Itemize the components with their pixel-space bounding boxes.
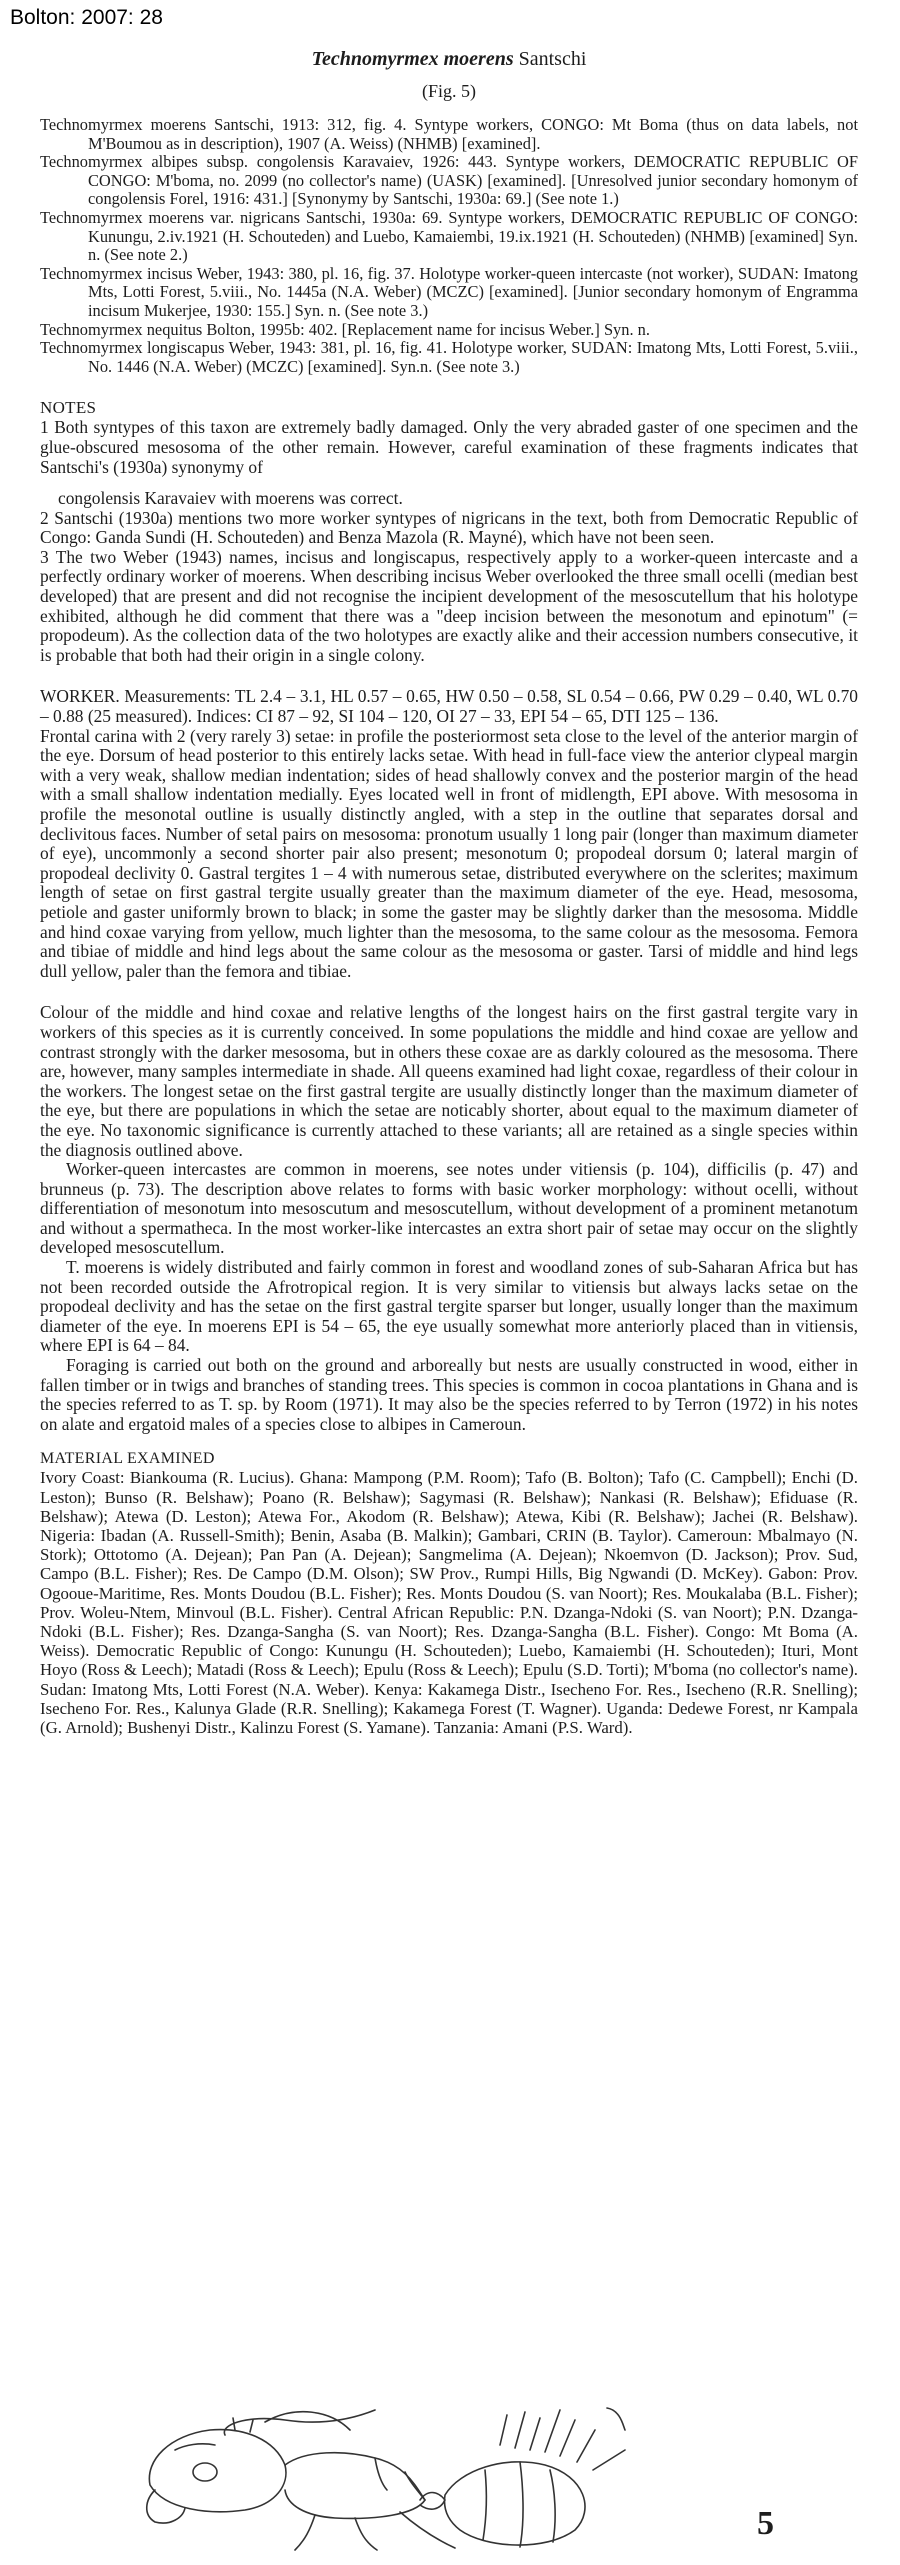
- page-number: 5: [757, 2505, 774, 2542]
- worker-description: Frontal carina with 2 (very rarely 3) setae: in profile the posteriormost seta close to the level of the anterior margin of the eye. Dorsum of head posterior to this entirely lacks setae. With head in full-face view the anterior clypeal margin with a very weak, shallow median indentation; sides of head shallowly convex and the posterior margin of the head with a small shallow indentation medially. Eyes located well in front of midlength, EPI above. With mesosoma in profile the mesonotal outline is usually distinctly angled, with a step in the outline that separates dorsal and declivitous faces. Number of setal pairs on mesosoma: pronotum usually 1 long pair (longer than maximum diameter of eye), uncommonly a second shorter pair also present; mesonotum 0; propodeal dorsum 0; lateral margin of propodeal declivity 0. Gastral tergites 1 – 4 with numerous setae, distributed everywhere on the sclerites; maximum length of setae on first gastral tergite usually greater than the maximum diameter of the eye. Head, mesosoma, petiole and gaster uniformly brown to black; in some the gaster may be slightly darker than the mesosoma. Middle and hind coxae varying from yellow, much lighter than the mesosoma, to the same colour as the mesosoma. Femora and tibiae of middle and hind legs about the same colour as the mesosoma or gaster. Tarsi of middle and hind legs dull yellow, paler than the femora and tibiae.: [40, 725, 858, 981]
- discussion-paragraph: Colour of the middle and hind coxae and relative lengths of the longest hairs on the first gastral tergite vary in workers of this species as it is currently conceived. In some populations the middle and hind coxae are yellow and contrast strongly with the darker mesosoma, but in others these coxae are as darkly coloured as the mesosoma. There are, however, many samples intermediate in shade. All queens examined had light coxae, regardless of their colour in the workers. The longest setae on the first gastral tergite are usually distinctly longer than the maximum diameter of the eye, but there are populations in which the setae are noticably shorter, about equal to the maximum diameter of the eye. No taxonomic significance is currently attached to these variants; all are retained as a single species within the diagnosis outlined above.: [40, 1002, 858, 1160]
- material-heading: MATERIAL EXAMINED: [40, 1450, 215, 1468]
- ant-profile-drawing: [115, 2390, 685, 2555]
- species-name: Technomyrmex moerens: [311, 48, 514, 70]
- note-1-continuation: congolensis Karavaiev with moerens was correct.: [58, 488, 403, 509]
- notes-heading: NOTES: [40, 398, 97, 418]
- discussion-paragraph: Worker-queen intercastes are common in moerens, see notes under vitiensis (p. 104), difficilis (p. 47) and brunneus (p. 73). The description above relates to forms with basic worker morphology: without ocelli, without differentiation of mesonotum into mesoscutum and mesoscutellum, without development of a prominent metanotum and without a spermatheca. In the most worker-like intercastes an extra short pair of setae may occur on the slightly developed mesoscutellum.: [40, 1159, 858, 1258]
- synonymy-entry: Technomyrmex incisus Weber, 1943: 380, pl. 16, fig. 37. Holotype worker-queen intercaste (not worker), SUDAN: Imatong Mts, Lotti Forest, 5.viii., No. 1445a (N.A. Weber) (MCZC) [examined]. [Junior secondary homonym of Engramma incisum Mukerjee, 1930: 155.] Syn. n. (See note 3.): [40, 263, 858, 320]
- material-examined-text: Ivory Coast: Biankouma (R. Lucius). Ghana: Mampong (P.M. Room); Tafo (B. Bolton); Tafo (C. Campbell); Enchi (D. Leston); Bunso (R. Belshaw); Poano (R. Belshaw); Sagymasi (R. Belshaw); Nankasi (R. Belshaw); Efiduase (R. Belshaw); Atewa (D. Leston); Atewa For., Akodom (R. Belshaw); Atewa, Kibi (R. Belshaw); Jachei (R. Belshaw). Nigeria: Ibadan (A. Russell-Smith); Benin, Asaba (B. Malkin); Gambari, CRIN (B. Taylor). Cameroun: Mbalmayo (N. Stork); Ottotomo (A. Dejean); Pan Pan (A. Dejean); Sangmelima (A. Dejean); Nkoemvon (D. Jackson); Prov. Sud, Campo (B.L. Fisher); Res. De Campo (D.M. Olson); SW Prov., Rumpi Hills, Big Ngwandi (D. McKey). Gabon: Prov. Ogooue-Maritime, Res. Monts Doudou (B.L. Fisher); Res. Monts Doudou (S. van Noort); Res. Moukalaba (B.L. Fisher); Prov. Woleu-Ntem, Minvoul (B.L. Fisher). Central African Republic: P.N. Dzanga-Ndoki (S. van Noort); P.N. Dzanga-Ndoki (B.L. Fisher); Res. Dzanga-Sangha (S. van Noort); Res. Dzanga-Sangha (B.L. Fisher). Congo: Mt Boma (A. Weiss). Democratic Republic of Congo: Kunungu (H. Schouteden); Luebo, Kamaiembi (H. Schouteden); Ituri, Mont Hoyo (Ross & Leech); Matadi (Ross & Leech); Epulu (Ross & Leech); Epulu (S.D. Torti); M'boma (no collector's name). Sudan: Imatong Mts, Lotti Forest (N.A. Weber). Kenya: Kakamega Distr., Isecheno For. Res., Isecheno (R.R. Snelling); Isecheno For. Res., Kalunya Glade (R.R. Snelling); Kakamega Forest (T. Wagner). Uganda: Dedewe Forest, nr Kampala (G. Arnold); Bushenyi Distr., Kalinzu Forest (S. Yamane). Tanzania: Amani (P.S. Ward).: [40, 1468, 858, 1738]
- species-author: Santschi: [513, 48, 587, 70]
- note-1: 1 Both syntypes of this taxon are extremely badly damaged. Only the very abraded gaster of one specimen and the glue-obscured mesosoma of the other remain. However, careful examination of these fragments indicates that Santschi's (1930a) synonymy of: [40, 417, 858, 477]
- synonymy-entry: Technomyrmex albipes subsp. congolensis Karavaiev, 1926: 443. Syntype workers, DEMOCRATIC REPUBLIC OF CONGO: M'boma, no. 2099 (no collector's name) (UASK) [examined]. [Unresolved junior secondary homonym of congolensis Forel, 1916: 431.] [Synonymy by Santschi, 1930a: 69.] (See note 1.): [40, 152, 858, 209]
- discussion-paragraph: T. moerens is widely distributed and fairly common in forest and woodland zones of sub-Saharan Africa but has not been recorded outside the Afrotropical region. It is very similar to vitiensis but always lacks setae on the propodeal declivity and has the setae on the first gastral tergite sparser but longer, usually longer than the maximum diameter of the eye. In moerens EPI is 54 – 65, the eye usually somewhat more anteriorly placed than in vitiensis, where EPI is 64 – 84.: [40, 1257, 858, 1356]
- page-header-label: Bolton: 2007: 28: [10, 6, 163, 29]
- note-2: 2 Santschi (1930a) mentions two more worker syntypes of nigricans in the text, both from Democratic Republic of Congo: Ganda Sundi (H. Schouteden) and Benza Mazola (R. Mayné), which have not been seen.: [40, 507, 858, 548]
- synonymy-entry: Technomyrmex moerens Santschi, 1913: 312, fig. 4. Syntype workers, CONGO: Mt Boma (thus on data labels, not M'Boumou as in description), 1907 (A. Weiss) (NHMB) [examined].: [40, 115, 858, 153]
- synonymy-entry: Technomyrmex longiscapus Weber, 1943: 381, pl. 16, fig. 41. Holotype worker, SUDAN: Imatong Mts, Lotti Forest, 5.viii., No. 1446 (N.A. Weber) (MCZC) [examined]. Syn.n. (See note 3.): [40, 338, 858, 376]
- discussion-paragraph: Foraging is carried out both on the ground and arboreally but nests are usually constructed in wood, either in fallen timber or in twigs and branches of standing trees. This species is common in cocoa plantations in Ghana and is the species referred to as T. sp. by Room (1971). It may also be the species referred to by Terron (1972) in his notes on alate and ergatoid males of a species close to albipes in Cameroun.: [40, 1355, 858, 1434]
- synonymy-entry: Technomyrmex moerens var. nigricans Santschi, 1930a: 69. Syntype workers, DEMOCRATIC REPUBLIC OF CONGO: Kunungu, 2.iv.1921 (H. Schouteden) and Luebo, Kamaiembi, 19.ix.1921 (H. Schouteden) (NHMB) [examined] Syn. n. (See note 2.): [40, 207, 858, 265]
- species-title: [40, 48, 858, 71]
- note-3: 3 The two Weber (1943) names, incisus and longiscapus, respectively apply to a worker-queen intercaste and a perfectly ordinary worker of moerens. When describing incisus Weber overlooked the three small ocelli (median best developed) that are present and did not recognise the incipient development of the mesoscutellum that his holotype exhibited, although he did comment that there was a "deep incision between the mesonotum and epinotum" (= propodeum). As the collection data of the two holotypes are exactly alike and their accession numbers consecutive, it is probable that both had their origin in a single colony.: [40, 546, 858, 665]
- worker-measurements: WORKER. Measurements: TL 2.4 – 3.1, HL 0.57 – 0.65, HW 0.50 – 0.58, SL 0.54 – 0.66, PW 0.29 – 0.40, WL 0.70 – 0.88 (25 measured). Indices: CI 87 – 92, SI 104 – 120, OI 27 – 33, EPI 54 – 65, DTI 125 – 136.: [40, 686, 858, 727]
- figure-reference: (Fig. 5): [422, 81, 476, 101]
- synonymy-entry: Technomyrmex nequitus Bolton, 1995b: 402. [Replacement name for incisus Weber.] Syn. n.: [40, 319, 650, 339]
- article-body: [40, 48, 858, 1737]
